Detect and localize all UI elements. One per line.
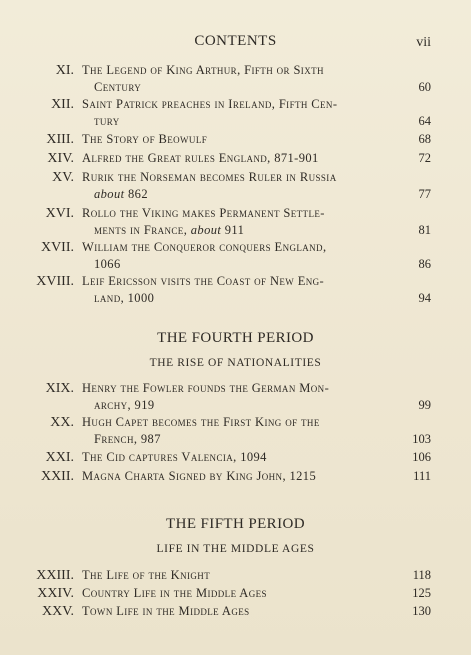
chapter-number: XXIV. [37, 586, 74, 601]
title-line: Henry the Fowler founds the German Mon- [82, 381, 330, 395]
chapter-number: XII. [51, 97, 74, 112]
page-ref: 86 [418, 257, 431, 271]
period-subtitle: LIFE IN THE MIDDLE AGES [156, 543, 315, 555]
title-line [82, 222, 404, 239]
page-ref: 68 [418, 132, 431, 146]
about-word: about [94, 187, 125, 201]
title-line: Century [94, 80, 142, 94]
chapter-number: XVIII. [36, 274, 74, 289]
chapter-title: The Story of Beowulf [82, 132, 208, 146]
chapter-title [82, 62, 404, 96]
chapter-title [82, 273, 404, 307]
period-heading: THE FIFTH PERIOD [166, 516, 305, 532]
chapter-number: XXV. [41, 604, 74, 619]
chapter-number: XIX. [45, 381, 74, 396]
chapter-number: XVI. [45, 206, 74, 221]
page-ref: 77 [418, 187, 431, 201]
chapter-title [82, 205, 404, 239]
about-word: about [190, 223, 222, 237]
page-ref: 81 [418, 223, 431, 237]
chapter-title [82, 169, 404, 203]
title-line: William the Conqueror conquers England, [82, 240, 327, 254]
chapter-number: XV. [52, 170, 74, 185]
title-line: Leif Ericsson visits the Coast of New Eng- [82, 274, 325, 288]
chapter-title [82, 239, 404, 273]
chapter-number: XX. [50, 415, 74, 430]
title-line: Rurik the Norseman becomes Ruler in Russia [82, 170, 337, 184]
title-line: Hugh Capet becomes the First King of the [82, 415, 320, 429]
chapter-title: The Life of the Knight [82, 568, 211, 582]
chapter-title: The Cid captures Valencia, 1094 [82, 450, 267, 464]
chapter-number: XVII. [40, 240, 74, 255]
page-number: vii [416, 35, 431, 50]
title-line: 1066 [94, 257, 121, 271]
page-ref: 72 [418, 151, 431, 165]
page-ref: 103 [412, 432, 431, 446]
year: 862 [128, 187, 148, 201]
page-ref: 118 [412, 568, 431, 582]
page-heading: CONTENTS [194, 33, 277, 49]
chapter-title [82, 414, 404, 448]
chapter-number: XI. [55, 63, 74, 78]
chapter-title: Country Life in the Middle Ages [82, 586, 267, 600]
page-ref: 130 [412, 604, 431, 618]
title-line: Saint Patrick preaches in Ireland, Fifth Cen- [82, 97, 338, 111]
title-line: land, 1000 [94, 291, 155, 305]
chapter-title: Town Life in the Middle Ages [82, 604, 250, 618]
page-ref: 94 [418, 291, 431, 305]
page-ref: 125 [412, 586, 431, 600]
chapter-number: XXII. [40, 469, 74, 484]
page-ref: 106 [412, 450, 431, 464]
page-ref: 111 [413, 469, 431, 483]
title-line [82, 186, 404, 203]
chapter-number: XIV. [47, 151, 74, 166]
period-heading: THE FOURTH PERIOD [157, 330, 314, 346]
chapter-title: Magna Charta Signed by King John, 1215 [82, 469, 317, 483]
year: 911 [224, 223, 245, 237]
page-ref: 99 [418, 398, 431, 412]
title-line: French, 987 [94, 432, 161, 446]
chapter-title: Alfred the Great rules England, 871-901 [82, 151, 319, 165]
chapter-number: XXIII. [36, 568, 74, 583]
page-ref: 64 [418, 114, 431, 128]
chapter-number: XIII. [46, 132, 74, 147]
chapter-title [82, 96, 404, 130]
title-text: ments in France, [94, 223, 188, 237]
period-subtitle: THE RISE OF NATIONALITIES [149, 357, 322, 369]
title-line: The Legend of King Arthur, Fifth or Sixth [82, 63, 324, 77]
page-ref: 60 [418, 80, 431, 94]
chapter-number: XXI. [45, 450, 74, 465]
chapter-title [82, 380, 404, 414]
title-line: Rollo the Viking makes Permanent Settle- [82, 206, 325, 220]
title-line: tury [94, 114, 120, 128]
title-line: archy, 919 [94, 398, 155, 412]
